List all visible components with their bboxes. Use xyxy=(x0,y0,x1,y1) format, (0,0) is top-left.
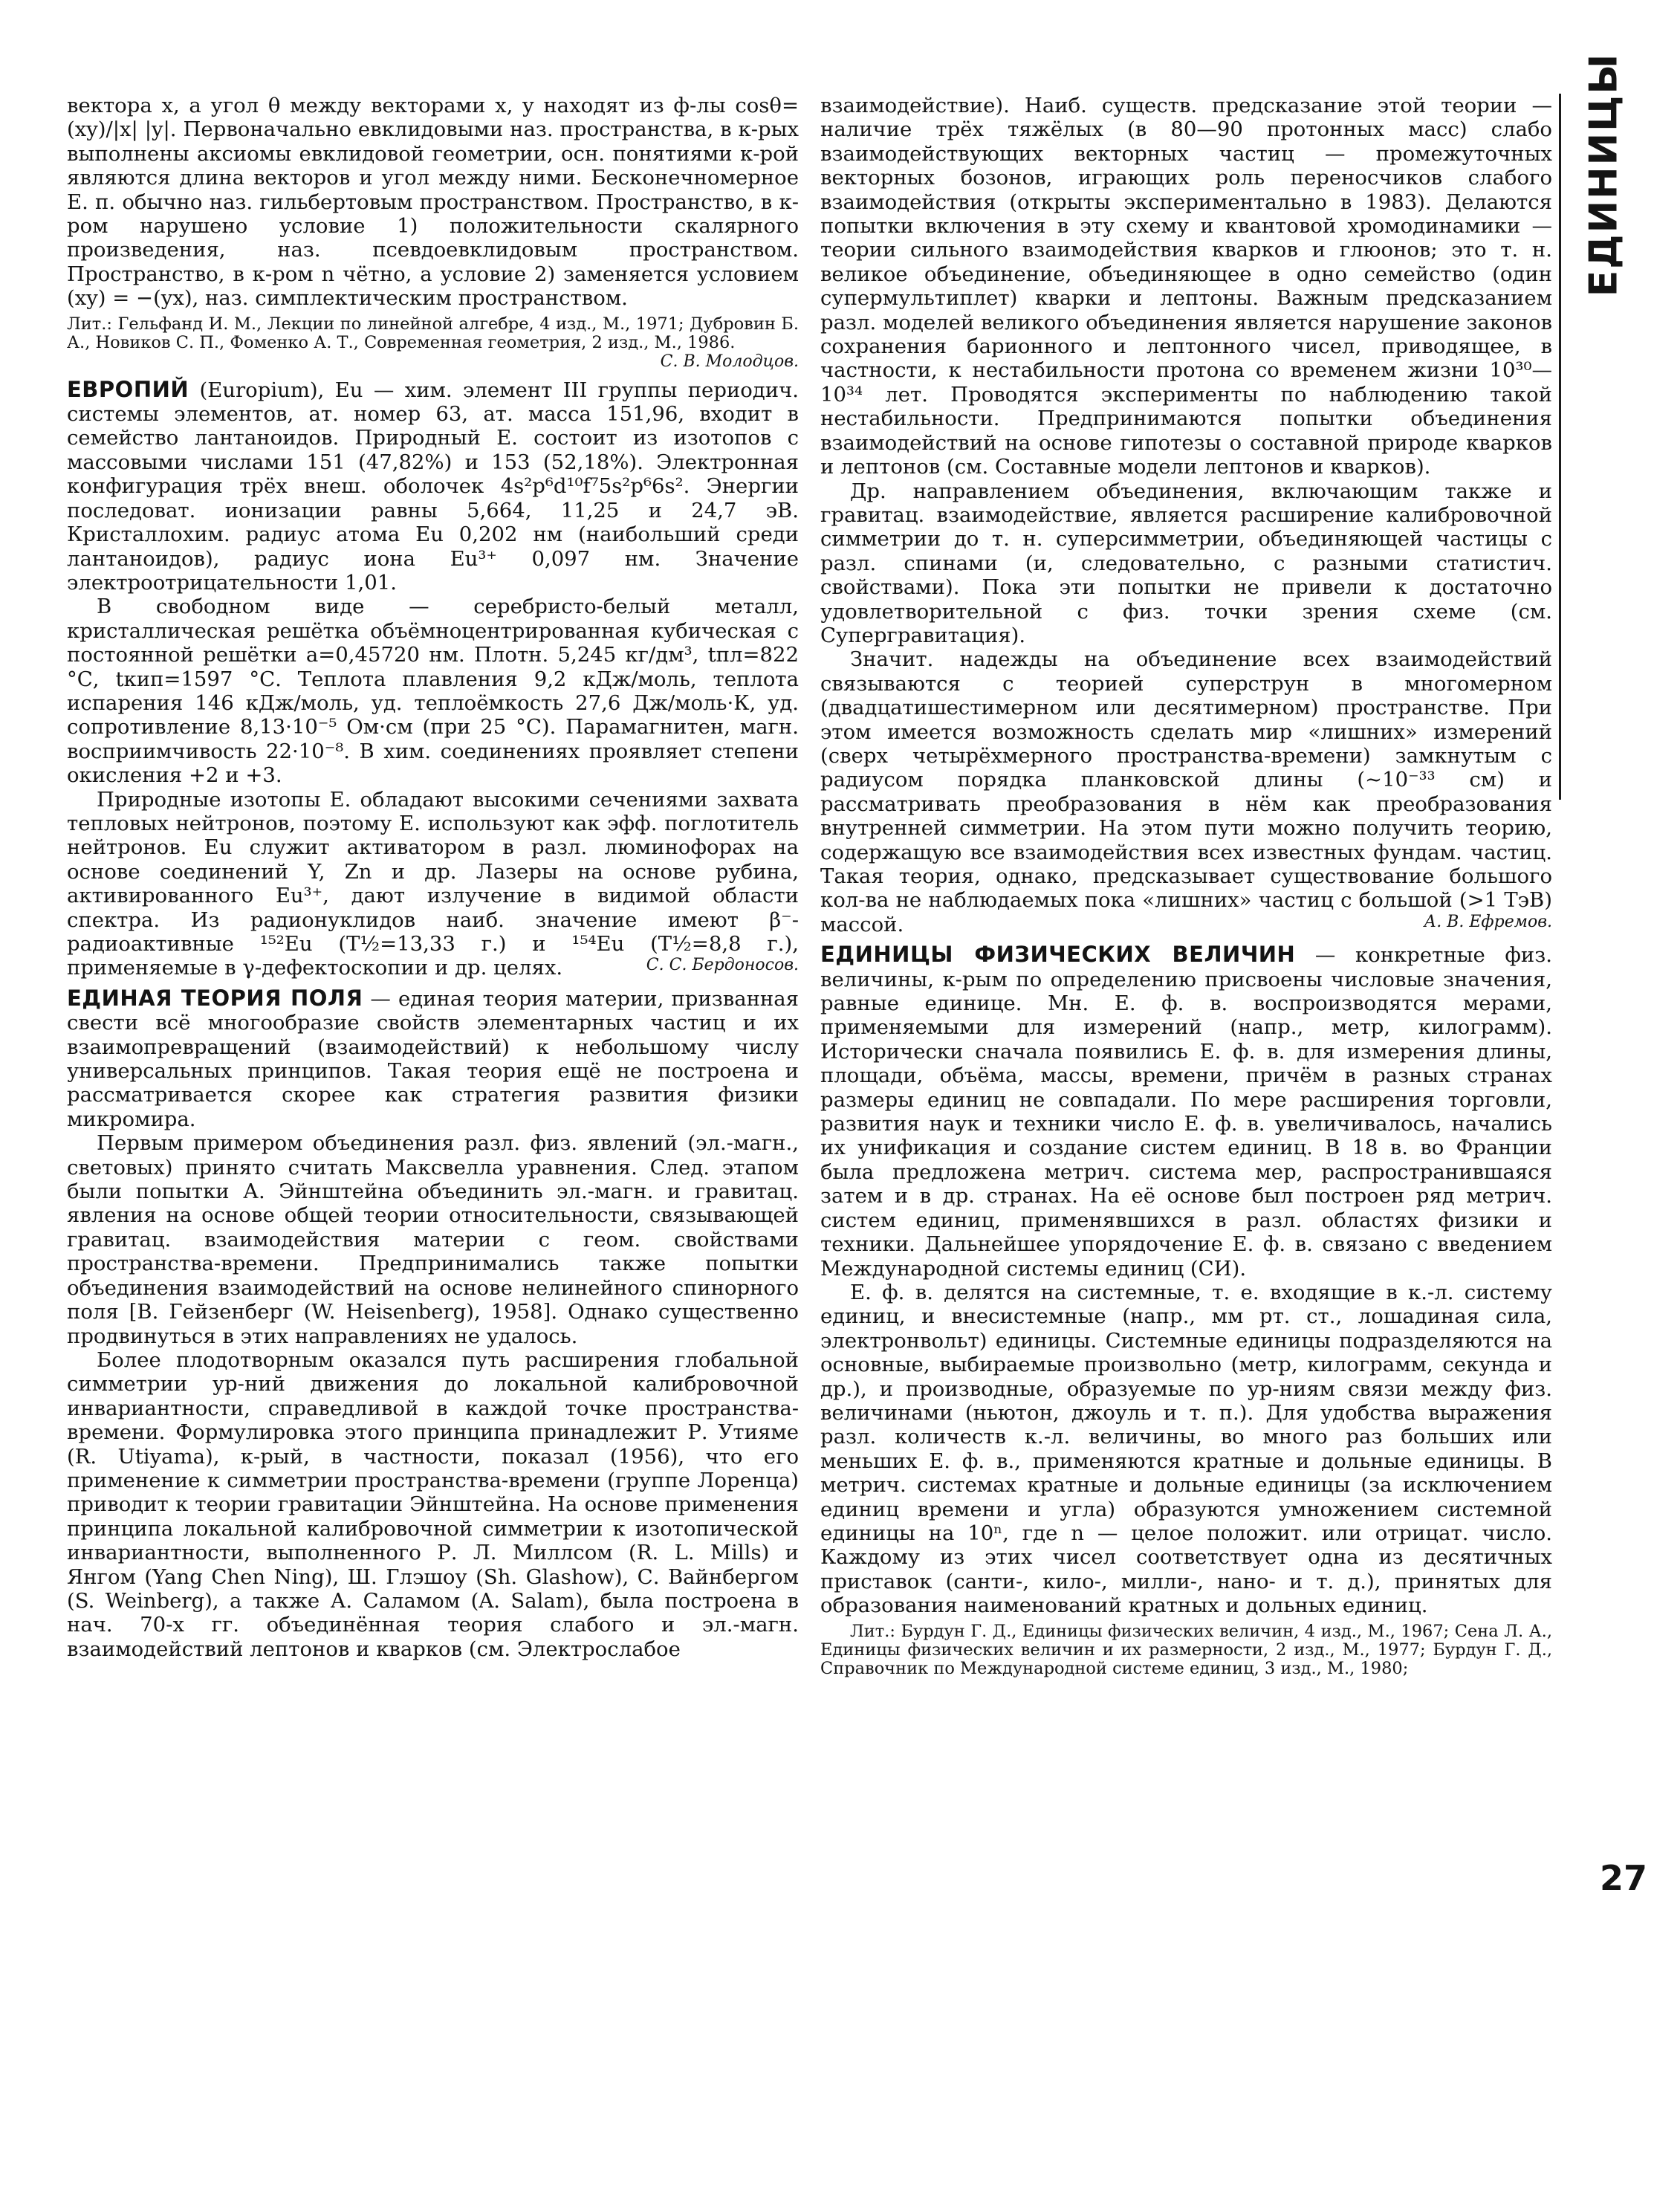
unified-term: ЕДИНАЯ ТЕОРИЯ ПОЛЯ xyxy=(67,985,363,1011)
column-rule xyxy=(1559,94,1561,800)
europium-p2: В свободном виде — серебристо-белый металл, кристаллическая решётка объёмноцентрированная кубическая с постоянной решётки a=0,45720 нм. Плотн. 5,245 кг/дм³, tпл=822 °С, tкип=1597 °С. Теплота плавления 9,2 кДж/моль, теплота испарения 146 кДж/моль, уд. теплоёмкость 27,6 Дж/моль·К, уд. сопротивление 8,13·10⁻⁵ Ом·см (при 25 °С). Парамагнитен, магн. восприимчивость 22·10⁻⁸. В хим. соединениях проявляет степени окисления +2 и +3. xyxy=(67,595,799,788)
page-number: 27 xyxy=(1599,1858,1647,1898)
units-entry xyxy=(820,942,1552,1281)
running-header xyxy=(1574,52,1633,297)
right-p3-wrap xyxy=(820,647,1552,936)
unified-p1: — единая теория материи, призванная свести всё многообразие свойств элементарных частиц и их взаимопревращений (взаимодействий) к небольшому числу универсальных принципов. Такая теория ещё не построена и рассматривается скорее как стратегия развития физики микромира. xyxy=(67,986,799,1131)
right-p2: Др. направлением объединения, включающим также и гравитац. взаимодействие, является расширение калибровочной симметрии до т. н. суперсимметрии, объединяющей частицы с разл. спинами (и, следовательно, с разными статистич. свойствами). Пока эти попытки не привели к достаточно удовлетворительной с физ. точки зрения схеме (см. Супергравитация). xyxy=(820,479,1552,647)
vector-references: Лит.: Гельфанд И. М., Лекции по линейной алгебре, 4 изд., М., 1971; Дубровин Б. А., Новиков С. П., Фоменко А. Т., Современная геометрия, 2 изд., М., 1986. xyxy=(67,314,799,352)
europium-p1: (Europium), Eu — хим. элемент III группы периодич. системы элементов, ат. номер 63, ат. масса 151,96, входит в семейство лантаноидов. Природный Е. состоит из изотопов с массовыми числами 151 (47,82%) и 153 (52,18%). Электронная конфигурация трёх внеш. оболочек 4s²p⁶d¹⁰f⁷5s²p⁶6s². Энергии последоват. ионизации равны 5,664, 11,25 и 24,7 эВ. Кристаллохим. радиус атома Eu 0,202 нм (наибольший среди лантаноидов), радиус иона Eu³⁺ 0,097 нм. Значение электроотрицательности 1,01. xyxy=(67,378,799,595)
vector-paragraph: вектора x, а угол θ между векторами x, y находят из ф-лы cosθ=(xy)/|x| |y|. Первоначально евклидовыми наз. пространства, в к-рых выполнены аксиомы евклидовой геометрии, осн. понятиями к-рой являются длина векторов и угол между ними. Бесконечномерное Е. п. обычно наз. гильбертовым пространством. Пространство, в к-ром нарушено условие 1) положительности скалярного произведения, наз. псевдоевклидовым пространством. Пространство, в к-ром n чётно, а условие 2) заменяется условием (xy) = −(yx), наз. симплектическим пространством. xyxy=(67,94,799,311)
europium-p3-wrap xyxy=(67,788,799,980)
right-p3-author: А. В. Ефремов. xyxy=(1424,912,1552,931)
unified-p2: Первым примером объединения разл. физ. явлений (эл.-магн., световых) принято считать Максвелла уравнения. След. этапом были попытки А. Эйнштейна объединить эл.-магн. и гравитац. явления на основе общей теории относительности, связывающей гравитац. взаимодействия материи с геом. свойствами пространства-времени. Предпринимались также попытки объединения взаимодействий на основе нелинейного спинорного поля [В. Гейзенберг (W. Heisenberg), 1958]. Однако существенно продвинуться в этих направлениях не удалось. xyxy=(67,1131,799,1348)
units-references: Лит.: Бурдун Г. Д., Единицы физических величин, 4 изд., М., 1967; Сена Л. А., Единицы физических величин и их размерности, 2 изд., М., 1977; Бурдун Г. Д., Справочник по Международной системе единиц, 3 изд., М., 1980; xyxy=(820,1621,1552,1678)
vector-author: С. В. Молодцов. xyxy=(660,352,799,371)
left-column xyxy=(67,94,799,2160)
right-p3: Значит. надежды на объединение всех взаимодействий связываются с теорией суперструн в многомерном (двадцатишестимерном или десятимерном) пространстве. При этом имеется возможность сделать мир «лишних» измерений (сверх четырёхмерного пространства-времени) замкнутым с радиусом порядка планковской длины (~10⁻³³ см) и рассматривать преобразования в нём как преобразования внутренней симметрии. На этом пути можно получить теорию, содержащую все взаимодействия всех известных фундам. частиц. Такая теория, однако, предсказывает существование большого кол-ва не наблюдаемых пока «лишних» частиц с большой (>1 ТэВ) массой. xyxy=(820,647,1552,936)
europium-term: ЕВРОПИЙ xyxy=(67,376,189,402)
europium-p3: Природные изотопы Е. обладают высокими сечениями захвата тепловых нейтронов, поэтому Е. используют как эфф. поглотитель нейтронов. Eu служит активатором в разл. люминофорах на основе соединений Y, Zn и др. Лазеры на основе рубина, активированного Eu³⁺, дают излучение в видимой области спектра. Из радионуклидов наиб. значение имеют β⁻-радиоактивные ¹⁵²Eu (T½=13,33 г.) и ¹⁵⁴Eu (T½=8,8 г.), применяемые в γ-дефектоскопии и др. целях. xyxy=(67,787,799,980)
europium-author: С. С. Бердоносов. xyxy=(646,956,799,975)
running-header-text: ЕДИНИЦЫ xyxy=(1581,52,1627,297)
units-p1: — конкретные физ. величины, к-рым по определению присвоены числовые значения, равные единице. Мн. Е. ф. в. воспроизводятся мерами, применяемыми для измерений (напр., метр, килограмм). Исторически сначала появились Е. ф. в. для измерения длины, площади, объёма, массы, времени, причём в разных странах размеры единиц не совпадали. По мере расширения торговли, развития наук и техники число Е. ф. в. увеличивалось, начались их унификация и создание систем единиц. В 18 в. во Франции была предложена метрич. система мер, распространившаяся затем и в др. странах. На её основе был построен ряд метрич. систем единиц, применявшихся в разл. областях физики и техники. Дальнейшее упорядочение Е. ф. в. связано с введением Международной системы единиц (СИ). xyxy=(820,943,1552,1281)
units-term: ЕДИНИЦЫ ФИЗИЧЕСКИХ ВЕЛИЧИН xyxy=(820,942,1296,968)
units-p2: Е. ф. в. делятся на системные, т. е. входящие в к.-л. систему единиц, и внесистемные (напр., мм рт. ст., лошадиная сила, электронвольт) единицы. Системные единицы подразделяются на основные, выбираемые произвольно (метр, килограмм, секунда и др.), и производные, образуемые по ур-ниям связи между физ. величинами (ньютон, джоуль и т. п.). Для удобства выражения разл. количеств к.-л. величины, во много раз больших или меньших Е. ф. в., применяются кратные и дольные единицы. В метрич. системах кратные и дольные единицы (за исключением единиц времени и угла) образуются умножением системной единицы на 10ⁿ, где n — целое положит. или отрицат. число. Каждому из этих чисел соответствует одна из десятичных приставок (санти-, кило-, милли-, нано- и т. д.), принятых для образования наименований кратных и дольных единиц. xyxy=(820,1280,1552,1618)
right-p1: взаимодействие). Наиб. существ. предсказание этой теории — наличие трёх тяжёлых (в 80—90 протонных масс) слабо взаимодействующих векторных частиц — промежуточных векторных бозонов, играющих роль переносчиков слабого взаимодействия (открыты экспериментально в 1983). Делаются попытки включения в эту схему и квантовой хромодинамики — теории сильного взаимодействия кварков и глюонов; это т. н. великое объединение, объединяющее в одно семейство (один супермультиплет) кварки и лептоны. Важным предсказанием разл. моделей великого объединения является нарушение законов сохранения барионного и лептонного чисел, приводящее, в частности, к нестабильности протона со временем жизни 10³⁰—10³⁴ лет. Проводятся эксперименты по наблюдению такой нестабильности. Предпринимаются попытки объединения взаимодействий на основе гипотезы о составной природе кварков и лептонов (см. Составные модели лептонов и кварков). xyxy=(820,94,1552,479)
unified-p3: Более плодотворным оказался путь расширения глобальной симметрии ур-ний движения до локальной калибровочной инвариантности, справедливой в каждой точке пространства-времени. Формулировка этого принципа принадлежит Р. Утияме (R. Utiyama), к-рый, в частности, показал (1956), что его применение к симметрии пространства-времени (группе Лоренца) приводит к теории гравитации Эйнштейна. На основе применения принципа локальной калибровочной симметрии к изотопической инвариантности, выполненного Р. Л. Миллсом (R. L. Mills) и Янгом (Yang Chen Ning), Ш. Глэшоу (Sh. Glashow), С. Вайнбергом (S. Weinberg), а также А. Саламом (A. Salam), была построена в нач. 70-х гг. объединённая теория слабого и эл.-магн. взаимодействий лептонов и кварков (см. Электрослабое xyxy=(67,1347,799,1661)
europium-entry xyxy=(67,378,799,595)
right-column xyxy=(820,94,1552,2160)
unified-entry xyxy=(67,986,799,1131)
